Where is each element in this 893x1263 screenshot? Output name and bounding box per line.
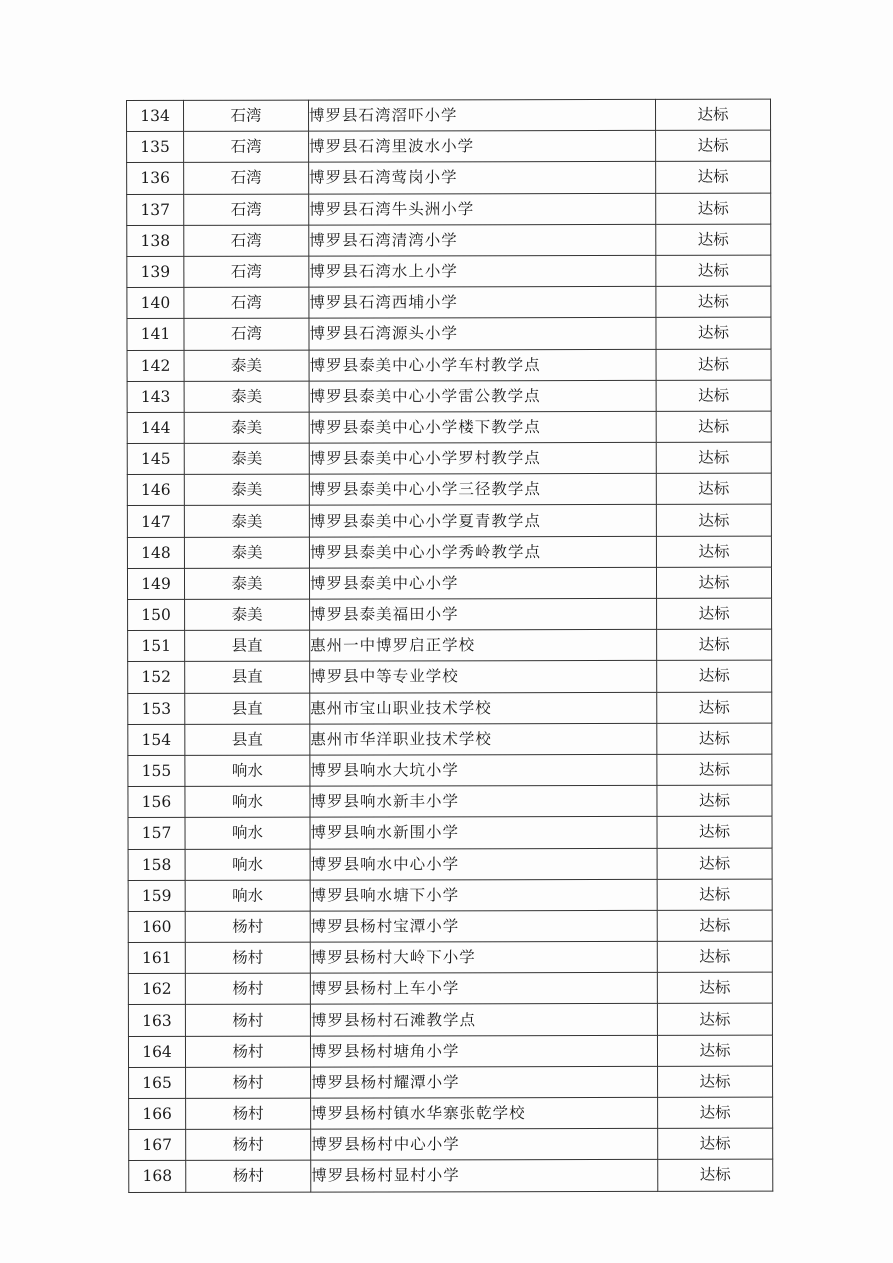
table-row: [127, 255, 771, 288]
school-name-cell: 博罗县泰美中心小学夏青教学点: [309, 505, 656, 537]
status-cell: 达标: [656, 473, 771, 504]
row-number-cell: 134: [127, 100, 184, 131]
school-name-cell: 博罗县石湾水上小学: [309, 255, 656, 287]
row-number-cell: 157: [128, 818, 185, 849]
table-row: [128, 785, 772, 818]
table-row: [128, 972, 772, 1005]
town-cell: 泰美: [185, 599, 310, 630]
table-row: [128, 879, 772, 912]
status-cell: 达标: [657, 816, 772, 847]
town-cell: 石湾: [184, 162, 309, 193]
status-cell: 达标: [657, 692, 772, 723]
school-name-cell: 博罗县石湾里波水小学: [309, 131, 656, 163]
row-number-cell: 164: [128, 1036, 185, 1067]
town-cell: 响水: [185, 755, 310, 786]
town-cell: 响水: [185, 786, 310, 817]
row-number-cell: 168: [129, 1161, 186, 1192]
status-cell: 达标: [656, 224, 771, 255]
table-row: [127, 193, 771, 226]
row-number-cell: 166: [129, 1098, 186, 1129]
school-name-cell: 博罗县石湾清湾小学: [309, 224, 656, 256]
status-cell: 达标: [658, 1128, 773, 1159]
row-number-cell: 140: [127, 288, 184, 319]
school-name-cell: 博罗县泰美中心小学: [309, 567, 656, 599]
school-name-cell: 博罗县杨村中心小学: [311, 1129, 658, 1161]
school-name-cell: 博罗县石湾牛头洲小学: [309, 193, 656, 225]
status-cell: 达标: [656, 411, 771, 442]
table-row: [127, 380, 771, 413]
row-number-cell: 137: [127, 194, 184, 225]
school-name-cell: 博罗县泰美中心小学罗村教学点: [309, 442, 656, 474]
town-cell: 泰美: [184, 506, 309, 537]
row-number-cell: 165: [129, 1067, 186, 1098]
row-number-cell: 153: [128, 693, 185, 724]
town-cell: 县直: [185, 724, 310, 755]
status-cell: 达标: [657, 785, 772, 816]
status-cell: 达标: [657, 879, 772, 910]
status-cell: 达标: [656, 162, 771, 193]
table-row: [127, 473, 771, 506]
table-row: [129, 1160, 773, 1193]
school-name-cell: 博罗县响水新丰小学: [310, 786, 657, 818]
school-name-cell: 博罗县石湾莺岗小学: [309, 162, 656, 194]
status-cell: 达标: [656, 349, 771, 380]
town-cell: 泰美: [184, 568, 309, 599]
table-row: [127, 130, 771, 163]
town-cell: 杨村: [185, 911, 310, 942]
town-cell: 石湾: [184, 194, 309, 225]
row-number-cell: 142: [127, 350, 184, 381]
school-name-cell: 博罗县杨村宝潭小学: [310, 910, 657, 942]
row-number-cell: 147: [127, 506, 184, 537]
school-name-cell: 博罗县泰美中心小学雷公教学点: [309, 380, 656, 412]
row-number-cell: 150: [128, 599, 185, 630]
table-row: [127, 349, 771, 382]
table-row: [127, 442, 771, 475]
town-cell: 泰美: [184, 443, 309, 474]
school-name-cell: 惠州市宝山职业技术学校: [310, 692, 657, 724]
table-row: [128, 754, 772, 787]
status-cell: 达标: [656, 286, 771, 317]
status-cell: 达标: [655, 99, 770, 130]
town-cell: 县直: [185, 630, 310, 661]
row-number-cell: 143: [127, 381, 184, 412]
table-row: [128, 816, 772, 849]
table-row: [127, 286, 771, 319]
table-row: [127, 317, 771, 350]
row-number-cell: 135: [127, 132, 184, 163]
town-cell: 石湾: [184, 100, 309, 131]
town-cell: 石湾: [184, 131, 309, 162]
town-cell: 泰美: [184, 412, 309, 443]
school-name-cell: 博罗县杨村石滩教学点: [310, 1004, 657, 1036]
table-row: [129, 1066, 773, 1099]
town-cell: 杨村: [185, 973, 310, 1004]
school-name-cell: 博罗县杨村上车小学: [310, 973, 657, 1005]
status-cell: 达标: [657, 629, 772, 660]
table-row: [128, 941, 772, 974]
row-number-cell: 156: [128, 787, 185, 818]
table-row: [128, 910, 772, 943]
table-row: [128, 723, 772, 756]
status-cell: 达标: [657, 754, 772, 785]
status-cell: 达标: [658, 1160, 773, 1191]
town-cell: 县直: [185, 693, 310, 724]
school-compliance-table: [126, 99, 773, 1193]
table-row: [129, 1128, 773, 1161]
status-cell: 达标: [656, 317, 771, 348]
table-row: [127, 162, 771, 195]
status-cell: 达标: [657, 1035, 772, 1066]
status-cell: 达标: [656, 255, 771, 286]
school-name-cell: 惠州市华洋职业技术学校: [310, 723, 657, 755]
town-cell: 响水: [185, 849, 310, 880]
town-cell: 响水: [185, 817, 310, 848]
row-number-cell: 158: [128, 849, 185, 880]
row-number-cell: 138: [127, 225, 184, 256]
table-row: [128, 848, 772, 881]
status-cell: 达标: [656, 130, 771, 161]
town-cell: 杨村: [185, 942, 310, 973]
row-number-cell: 154: [128, 724, 185, 755]
row-number-cell: 159: [128, 880, 185, 911]
status-cell: 达标: [657, 972, 772, 1003]
row-number-cell: 162: [128, 974, 185, 1005]
status-cell: 达标: [657, 1004, 772, 1035]
status-cell: 达标: [657, 661, 772, 692]
table-row: [127, 536, 771, 569]
row-number-cell: 136: [127, 163, 184, 194]
row-number-cell: 155: [128, 755, 185, 786]
row-number-cell: 144: [127, 412, 184, 443]
row-number-cell: 151: [128, 631, 185, 662]
status-cell: 达标: [657, 848, 772, 879]
table-row: [129, 1097, 773, 1130]
town-cell: 泰美: [184, 381, 309, 412]
town-cell: 杨村: [185, 1036, 310, 1067]
school-name-cell: 博罗县泰美福田小学: [310, 598, 657, 630]
school-name-cell: 博罗县泰美中心小学三径教学点: [309, 474, 656, 506]
status-cell: 达标: [657, 598, 772, 629]
status-cell: 达标: [656, 567, 771, 598]
table-row: [128, 1004, 772, 1037]
town-cell: 石湾: [184, 225, 309, 256]
status-cell: 达标: [657, 910, 772, 941]
status-cell: 达标: [656, 442, 771, 473]
status-cell: 达标: [656, 380, 771, 411]
town-cell: 杨村: [185, 1005, 310, 1036]
school-name-cell: 博罗县响水新围小学: [310, 817, 657, 849]
town-cell: 石湾: [184, 256, 309, 287]
school-name-cell: 博罗县泰美中心小学车村教学点: [309, 349, 656, 381]
table-row: [128, 629, 772, 662]
row-number-cell: 160: [128, 911, 185, 942]
status-cell: 达标: [656, 193, 771, 224]
town-cell: 杨村: [186, 1129, 311, 1160]
row-number-cell: 141: [127, 319, 184, 350]
school-name-cell: 博罗县中等专业学校: [310, 661, 657, 693]
school-name-cell: 博罗县响水大坑小学: [310, 754, 657, 786]
town-cell: 县直: [185, 661, 310, 692]
row-number-cell: 148: [127, 537, 184, 568]
school-name-cell: 博罗县泰美中心小学秀岭教学点: [309, 536, 656, 568]
row-number-cell: 146: [127, 475, 184, 506]
school-name-cell: 博罗县石湾西埔小学: [309, 287, 656, 319]
table-row: [128, 661, 772, 694]
status-cell: 达标: [658, 1097, 773, 1128]
status-cell: 达标: [656, 536, 771, 567]
school-name-cell: 博罗县响水中心小学: [310, 848, 657, 880]
town-cell: 石湾: [184, 287, 309, 318]
school-name-cell: 博罗县石湾滘吓小学: [309, 99, 656, 131]
status-cell: 达标: [656, 505, 771, 536]
table-row: [127, 505, 771, 538]
table-row: [128, 598, 772, 631]
row-number-cell: 161: [128, 942, 185, 973]
school-name-cell: 博罗县响水塘下小学: [310, 879, 657, 911]
table-row: [128, 1035, 772, 1068]
town-cell: 泰美: [184, 537, 309, 568]
school-name-cell: 博罗县杨村耀潭小学: [311, 1066, 658, 1098]
school-name-cell: 博罗县石湾源头小学: [309, 318, 656, 350]
town-cell: 响水: [185, 880, 310, 911]
town-cell: 泰美: [184, 474, 309, 505]
status-cell: 达标: [657, 941, 772, 972]
row-number-cell: 163: [128, 1005, 185, 1036]
town-cell: 杨村: [186, 1160, 311, 1191]
status-cell: 达标: [657, 723, 772, 754]
row-number-cell: 152: [128, 662, 185, 693]
school-name-cell: 博罗县泰美中心小学楼下教学点: [309, 411, 656, 443]
school-name-cell: 博罗县杨村塘角小学: [310, 1035, 657, 1067]
table-body: [127, 99, 773, 1192]
table-row: [127, 99, 771, 132]
town-cell: 石湾: [184, 318, 309, 349]
table-row: [127, 224, 771, 257]
row-number-cell: 145: [127, 443, 184, 474]
school-name-cell: 惠州一中博罗启正学校: [310, 630, 657, 662]
table-row: [127, 411, 771, 444]
row-number-cell: 167: [129, 1130, 186, 1161]
town-cell: 杨村: [186, 1067, 311, 1098]
table-row: [128, 692, 772, 725]
row-number-cell: 149: [127, 568, 184, 599]
town-cell: 泰美: [184, 350, 309, 381]
table-row: [127, 567, 771, 600]
school-name-cell: 博罗县杨村显村小学: [311, 1160, 658, 1192]
town-cell: 杨村: [186, 1098, 311, 1129]
school-name-cell: 博罗县杨村大岭下小学: [310, 941, 657, 973]
row-number-cell: 139: [127, 256, 184, 287]
status-cell: 达标: [658, 1066, 773, 1097]
school-name-cell: 博罗县杨村镇水华寨张乾学校: [311, 1097, 658, 1129]
